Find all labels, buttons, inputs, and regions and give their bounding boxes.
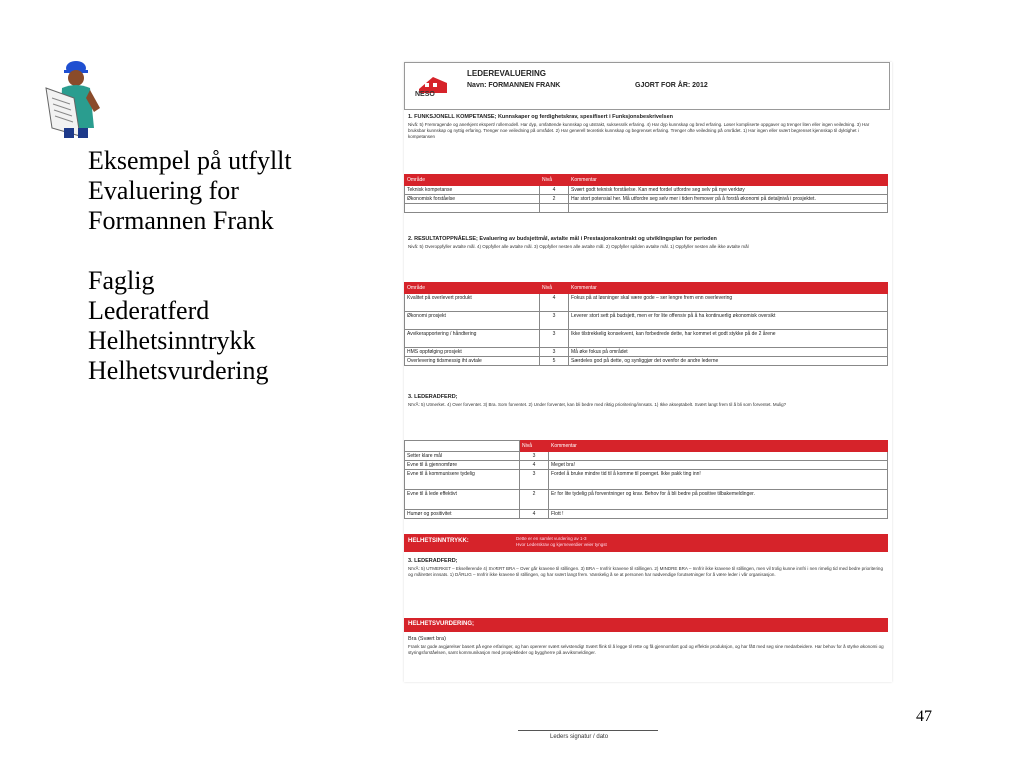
table-row: [405, 470, 888, 490]
level-cell: 4: [520, 461, 549, 470]
level-cell: 3: [540, 348, 569, 357]
comment-cell: Fordel å bruke mindre tid til å komme til poenget. Ikke pakk ting inn!: [549, 470, 888, 490]
slide-heading-line: Evaluering for: [88, 176, 239, 205]
note-line: Hvor Lederskrav og kjerneverdier veier tyngst: [516, 542, 607, 547]
area-cell: HMS oppfølging prosjekt: [405, 348, 540, 357]
column-header: Nivå: [540, 175, 569, 186]
section-3-description: NIVÅ: 5) Utmerket. 4) Over forventet. 3) Bra. Som forventet. 2) Under forventet, kan bli bedre med riktig prioritering/innsats. 1) Ikke akseptabelt. Svært langt frem til å bli som forventet. Mulig?: [408, 402, 787, 407]
level-cell: 2: [540, 195, 569, 204]
comment-cell: Meget bra!: [549, 461, 888, 470]
column-header: Kommentar: [569, 175, 888, 186]
table-row: [405, 330, 888, 348]
comment-cell: Har stort potensial her. Må utfordre seg selv mer i tiden fremover på å forstå økonomi på detaljnivå i prosjektet.: [569, 195, 888, 204]
comment-cell: Leverer stort sett på budsjett, men er for lite offensiv på å ha kontinuerlig økonomisk oversikt: [569, 312, 888, 330]
topic-item: Faglig: [88, 266, 155, 295]
area-cell: Avvikerapportering / håndtering: [405, 330, 540, 348]
table-row: [405, 204, 888, 213]
comment-cell: Må øke fokus på området: [569, 348, 888, 357]
table-row: [405, 452, 888, 461]
section-3-title: 3. LEDERADFERD;: [408, 394, 458, 400]
section-2-description: Nivå: 5) Overoppfyller avtalte mål. 4) Oppfyller alle avtalte mål. 3) Oppfyller nesten alle avtalte mål. 2) Oppfyller spilden avtalte mål. 1) Oppfyller nesten alle ikke avtalte mål: [408, 244, 749, 249]
column-header: Kommentar: [549, 441, 888, 452]
column-header: Kommentar: [569, 283, 888, 294]
area-cell: Overlevering tidsmessig iht avtale: [405, 357, 540, 366]
signature-line: [518, 730, 658, 731]
signature-caption: Leders signatur / dato: [550, 734, 609, 740]
area-cell: Teknisk kompetanse: [405, 186, 540, 195]
table-row: [405, 357, 888, 366]
column-header: Nivå: [520, 441, 549, 452]
table-row: [405, 490, 888, 510]
assessment-level: Bra (Svært bra): [408, 636, 446, 642]
comment-cell: Flott !: [549, 510, 888, 519]
column-header: Område: [405, 175, 540, 186]
level-cell: 3: [540, 330, 569, 348]
overall-impression-title: HELHETSINNTRYKK:: [408, 538, 469, 544]
comment-cell: Svært godt teknisk forståelse. Kan med fordel utfordre seg selv på nye verktøy: [569, 186, 888, 195]
table-row: [405, 195, 888, 204]
table-row: [405, 348, 888, 357]
employee-name: Navn: FORMANNEN FRANK: [467, 82, 561, 89]
slide-body: [88, 146, 292, 386]
comment-cell: Ikke tilstrekkelig konsekvent, kan forbedrede dette, har kommet et godt stykke på de 2 årene: [569, 330, 888, 348]
column-header: Nivå: [540, 283, 569, 294]
table-row: [405, 510, 888, 519]
form-title: LEDEREVALUERING: [467, 69, 546, 78]
level-cell: 5: [540, 357, 569, 366]
worker-reading-document-icon: [40, 58, 106, 138]
area-cell: Evne til å lede effektivt: [405, 490, 520, 510]
column-header: Område: [405, 283, 540, 294]
area-cell: Setter klare mål: [405, 452, 520, 461]
area-cell: Evne til å gjennomføre: [405, 461, 520, 470]
note-line: Dette er en samlet vurdering av 1-3: [516, 536, 587, 541]
section-1-title: 1. FUNKSJONELL KOMPETANSE; Kunnskaper og ferdighetskrav, spesifisert i Funksjonsbeskrivelsen: [408, 114, 673, 120]
overall-assessment-title: HELHETSVURDERING;: [408, 621, 475, 627]
section-1-description: Nivå: 5) Fremragende og anerkjent ekspert/ rollemodell. Har dyp, omfattende kunnskap og utstrakt, suksessrik erfaring. 4) Har dyp kunnskap og bred erfaring. Løser kompliserte oppgaver og trenger liten eller ingen veiledning. 3) Har bruksbar kunnskap og nyttig erfaring. Trenger noe veiledning på området. 2) Har generell teoretisk kunnskap og begrenset erfaring. Trenger ofte veiledning på området. 1) Har ingen eller svært begrenset kjennskap til dyktighet i kompetansen: [408, 122, 870, 139]
comment-cell: Særdeles god på dette, og synliggjør det ovenfor de andre lederne: [569, 357, 888, 366]
level-cell: 2: [520, 490, 549, 510]
table-row: [405, 294, 888, 312]
overall-impression-band: [404, 534, 888, 552]
area-cell: Humør og positivitet: [405, 510, 520, 519]
level-cell: 3: [520, 470, 549, 490]
overall-impression-note: [516, 536, 607, 548]
table-row: [405, 461, 888, 470]
comment-cell: [549, 452, 888, 461]
area-cell: Kvalitet på overlevert produkt: [405, 294, 540, 312]
level-cell: 4: [540, 186, 569, 195]
area-cell: Evne til å kommunisere tydelig: [405, 470, 520, 490]
level-cell: 4: [540, 294, 569, 312]
form-header: [404, 62, 890, 110]
leadership-table: [404, 440, 888, 519]
assessment-text: Frank tar gode avgjørelser basert på egne erfaringer, og han opererer svært selvstendig! Svært flink til å legge til rette og få gjennomført god og effektiv produksjon, og har fått med seg sine medarbeidere. Har behov for å styrke økonomi og styringsforståelsen, samt kommunikasjon med prosjektleder og byggherre på avviksmeldinger.: [408, 644, 884, 655]
page-number: 47: [916, 708, 932, 725]
competence-table: [404, 174, 888, 213]
slide-heading-line: Eksempel på utfyllt: [88, 146, 292, 175]
topic-item: Helhetsvurdering: [88, 356, 269, 385]
results-table: [404, 282, 888, 366]
overall-assessment-band: [404, 618, 888, 632]
level-cell: 3: [540, 312, 569, 330]
table-row: [405, 312, 888, 330]
area-cell: Økonomi prosjekt: [405, 312, 540, 330]
topic-item: Lederatferd: [88, 296, 210, 325]
level-cell: 3: [520, 452, 549, 461]
logo-text: NESO: [415, 91, 435, 98]
section-2-title: 2. RESULTATOPPNÅELSE; Evaluering av budsjettmål, avtalte mål i Prestasjonskontrakt og utviklingsplan for perioden: [408, 236, 717, 242]
level-cell: 4: [520, 510, 549, 519]
area-cell: Økonomisk forståelse: [405, 195, 540, 204]
section-4-title: 3. LEDERADFERD;: [408, 558, 458, 564]
table-row: [405, 186, 888, 195]
slide-heading-line: Formannen Frank: [88, 206, 274, 235]
evaluation-year: GJORT FOR ÅR: 2012: [635, 82, 708, 89]
section-4-description: NIVÅ: 5) UTMERKET – Eksellerende 4) SVÆRT BRA – Over går kravene til stillingen. 3) BRA – Innfrir kravene til stillingen. 2) MINDRE BRA – Innfrir ikke kravene til stillingen, men vil trolig kunne innfri i nen rimelig tid med bedre prioritering og målrettet innsats. 1) DÅRLIG – Innfrir ikke kravene til stillingen, og har svært langt frem. Vanskelig å se at personen har nødvendige forutsetninger for å være leder i vår organisasjon.: [408, 566, 883, 577]
comment-cell: Er for lite tydelig på forventninger og krav. Behov for å bli bedre på positive tilbakemeldinger.: [549, 490, 888, 510]
comment-cell: Fokus på at løsninger skal være gode – ser lengre frem enn overlevering: [569, 294, 888, 312]
topic-item: Helhetsinntrykk: [88, 326, 256, 355]
evaluation-form-image: [404, 62, 892, 682]
column-header: [405, 441, 520, 452]
